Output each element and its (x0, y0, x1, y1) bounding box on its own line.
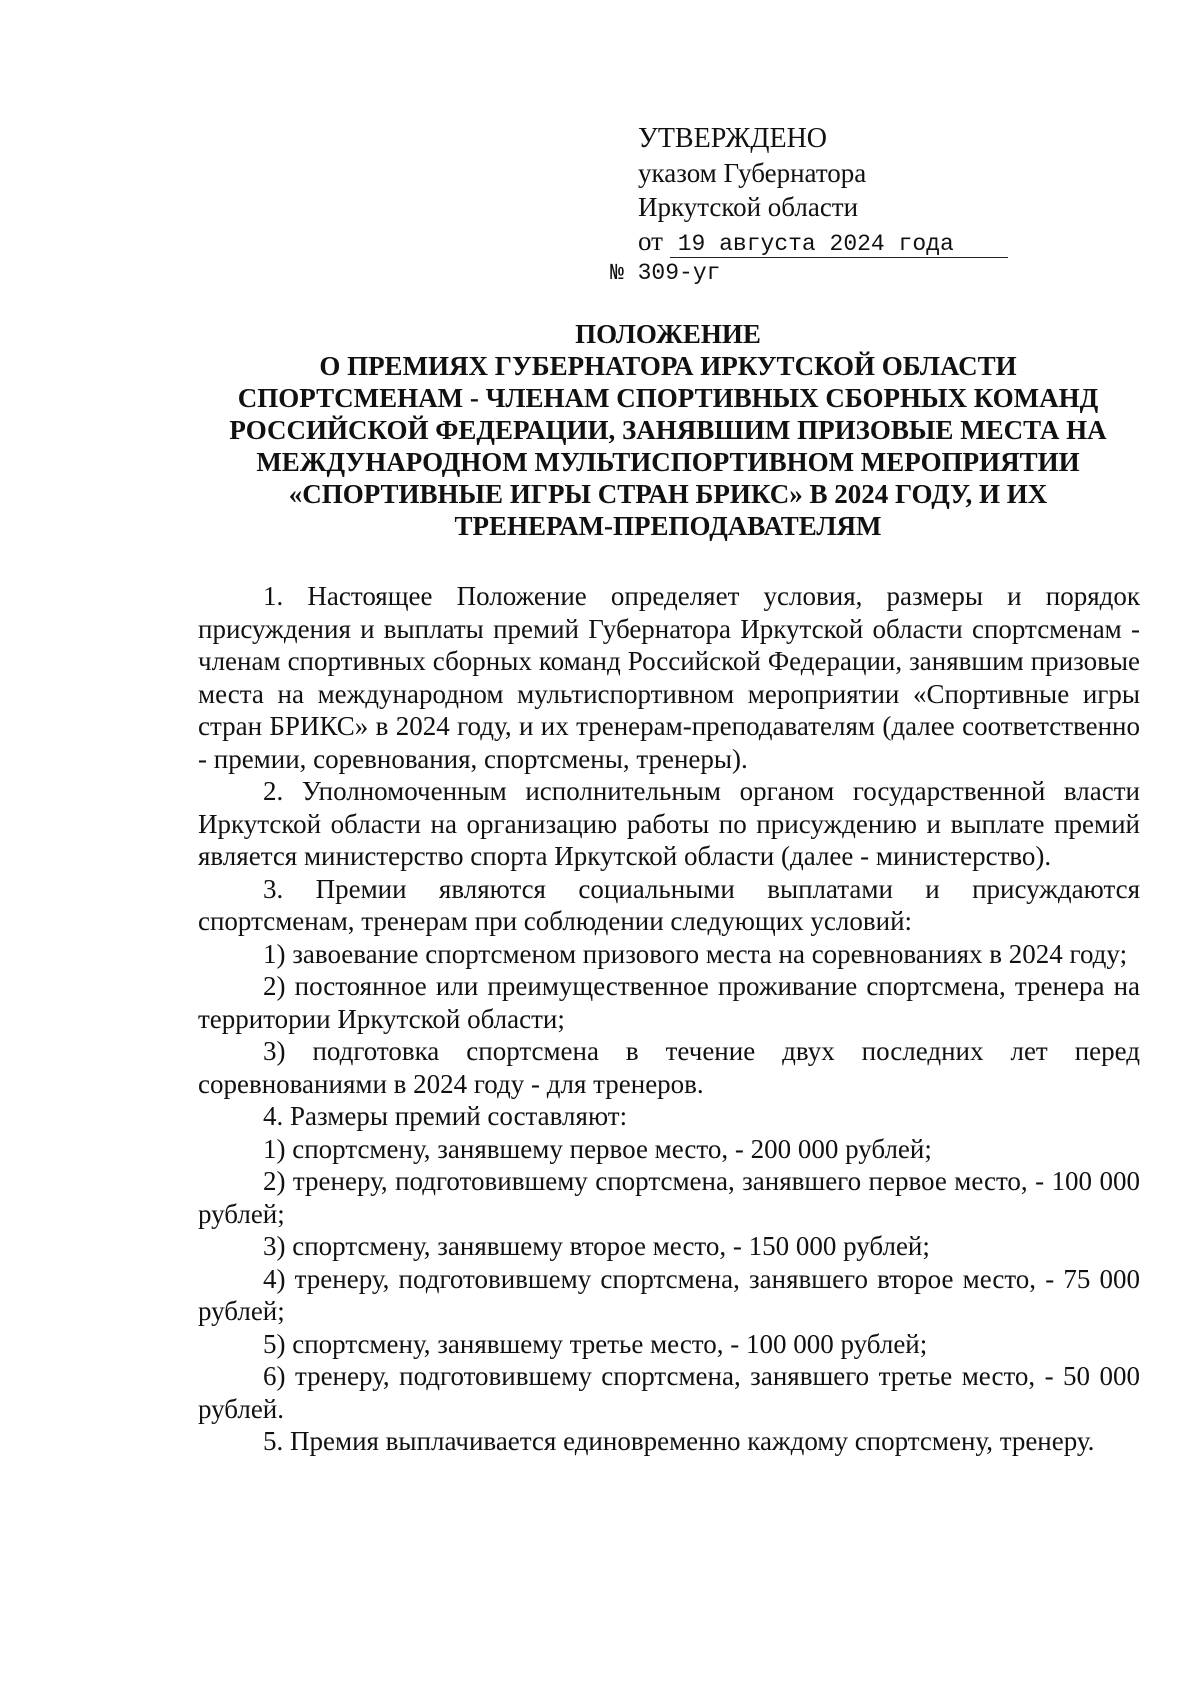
title-line: РОССИЙСКОЙ ФЕДЕРАЦИИ, ЗАНЯВШИМ ПРИЗОВЫЕ МЕСТА НА (229, 415, 1107, 445)
approval-date-value: 19 августа 2024 года (670, 232, 1008, 258)
approval-number-value: 309-уг (637, 260, 721, 286)
paragraph-3-item-2: 2) постоянное или преимущественное проживание спортсмена, тренера на территории Иркутской области; (198, 971, 1140, 1034)
approval-by-line: указом Губернатора (638, 158, 867, 188)
title-line: МЕЖДУНАРОДНОМ МУЛЬТИСПОРТИВНОМ МЕРОПРИЯТИИ (256, 447, 1080, 477)
document-title (198, 318, 1138, 542)
paragraph-4-item-2: 2) тренеру, подготовившему спортсмена, занявшего первое место, - 100 000 рублей; (198, 1166, 1140, 1229)
title-line: ТРЕНЕРАМ-ПРЕПОДАВАТЕЛЯМ (454, 511, 882, 541)
paragraph-4-item-1: 1) спортсмену, занявшему первое место, - 200 000 рублей; (263, 1133, 932, 1164)
title-line: «СПОРТИВНЫЕ ИГРЫ СТРАН БРИКС» В 2024 ГОДУ, И ИХ (288, 479, 1048, 509)
paragraph-3: 3. Премии являются социальными выплатами и присуждаются спортсменам, тренерам при соблюдении следующих условий: (198, 873, 1140, 936)
paragraph-2: 2. Уполномоченным исполнительным органом государственной власти Иркутской области на организацию работы по присуждению и выплате премий является министерство спорта Иркутской области (далее - министерство). (198, 776, 1140, 871)
approval-number-line (610, 256, 1008, 290)
paragraph-5: 5. Премия выплачивается единовременно каждому спортсмену, тренеру. (263, 1426, 1095, 1456)
approval-heading: УТВЕРЖДЕНО (638, 123, 828, 154)
paragraph-4-item-6: 6) тренеру, подготовившему спортсмена, занявшего третье место, - 50 000 рублей. (198, 1361, 1140, 1424)
paragraph-3-item-1: 1) завоевание спортсменом призового места на соревнованиях в 2024 году; (263, 938, 1128, 969)
paragraph-4-item-3: 3) спортсмену, занявшему второе место, - 150 000 рублей; (263, 1231, 930, 1261)
paragraph-4-item-4: 4) тренеру, подготовившему спортсмена, занявшего второе место, - 75 000 рублей; (198, 1263, 1140, 1326)
paragraph-1: 1. Настоящее Положение определяет условия, размеры и порядок присуждения и выплаты премий Губернатора Иркутской области спортсменам - членам спортивных сборных команд Российской Федерации, занявшим призовые места на международном мультиспортивном мероприятии «Спортивные игры стран БРИКС» в 2024 году, и их тренерам-преподавателям (далее соответственно - премии, соревнования, спортсмены, тренеры). (198, 581, 1140, 774)
title-line: СПОРТСМЕНАМ - ЧЛЕНАМ СПОРТИВНЫХ СБОРНЫХ КОМАНД (237, 383, 1099, 413)
paragraph-4-item-5: 5) спортсмену, занявшему третье место, - 100 000 рублей; (263, 1328, 928, 1359)
paragraph-4: 4. Размеры премий составляют: (263, 1101, 628, 1131)
approval-date-line (638, 224, 1008, 258)
title-line: О ПРЕМИЯХ ГУБЕРНАТОРА ИРКУТСКОЙ ОБЛАСТИ (319, 351, 1017, 381)
paragraph-3-item-3: 3) подготовка спортсмена в течение двух последних лет перед соревнованиями в 2024 году - для тренеров. (198, 1036, 1140, 1099)
document-body (198, 580, 1140, 1458)
approval-stamp-block (610, 122, 1008, 290)
approval-region-line: Иркутской области (638, 192, 859, 222)
approval-number-prefix: № (610, 260, 624, 286)
approval-date-prefix: от (638, 226, 663, 256)
title-line: ПОЛОЖЕНИЕ (575, 319, 761, 349)
